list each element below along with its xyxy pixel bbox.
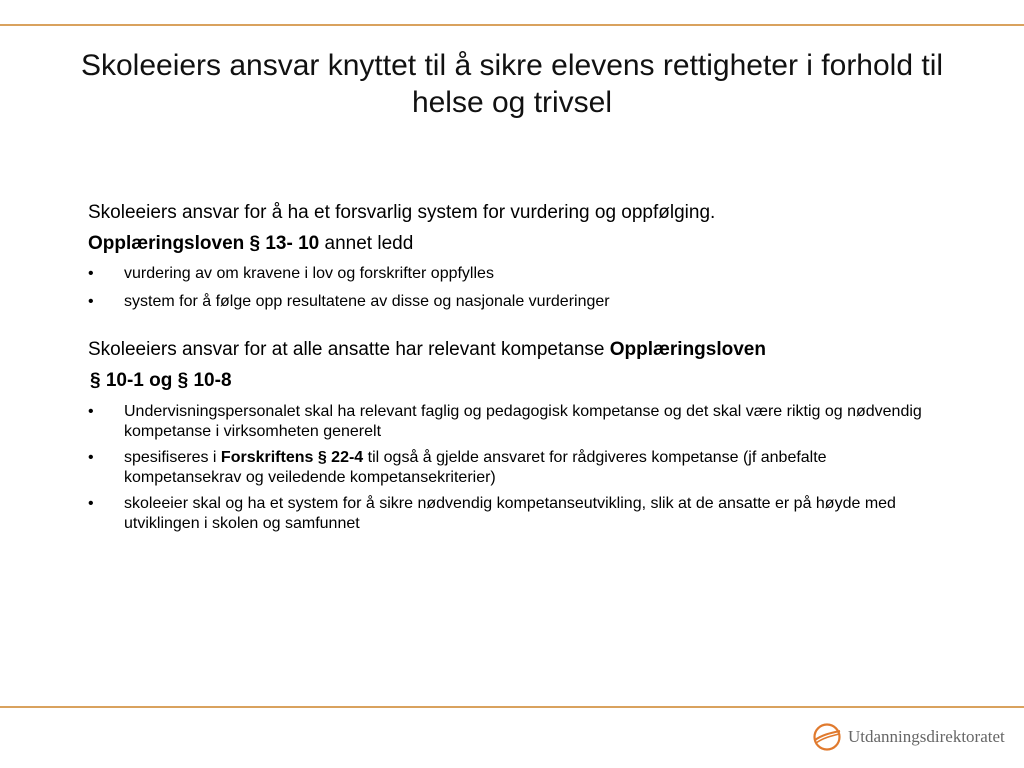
list-item-text: system for å følge opp resultatene av disse og nasjonale vurderinger bbox=[124, 293, 610, 310]
list-item bbox=[88, 402, 938, 442]
bullet-icon: • bbox=[88, 265, 94, 282]
section2-intro-bold: Opplæringsloven bbox=[609, 339, 766, 360]
section2-intro bbox=[88, 334, 938, 365]
law-reference-suffix: annet ledd bbox=[319, 233, 414, 254]
list-item bbox=[88, 448, 938, 488]
bullet-icon: • bbox=[88, 403, 94, 420]
bullet-icon: • bbox=[88, 495, 94, 512]
list-item-text-post: til også å gjelde ansvaret for rådgiveres kompetanse (jf anbefalte kompetansekrav og veiledende kompetansekriterier) bbox=[124, 449, 827, 486]
law-reference-bold: Opplæringsloven § 13- 10 bbox=[88, 233, 320, 254]
list-item bbox=[88, 494, 938, 534]
utdanningsdirektoratet-logo-icon bbox=[812, 722, 842, 752]
list-item-text-pre: spesifiseres i bbox=[124, 449, 221, 466]
list-item-text: Undervisningspersonalet skal ha relevant faglig og pedagogisk kompetanse og det skal være riktig og nødvendig kompetanse i virksomheten generelt bbox=[124, 403, 922, 440]
list-item-text: skoleeier skal og ha et system for å sikre nødvendig kompetanseutvikling, slik at de ansatte er på høyde med utviklingen i skolen og samfunnet bbox=[124, 495, 896, 532]
list-item bbox=[88, 264, 938, 284]
bottom-divider bbox=[0, 706, 1024, 708]
list-item bbox=[88, 292, 938, 312]
slide-title: Skoleeiers ansvar knyttet til å sikre elevens rettigheter i forhold til helse og trivsel bbox=[80, 49, 944, 119]
footer-logo bbox=[812, 718, 1005, 756]
top-divider bbox=[0, 24, 1024, 26]
section1-intro: Skoleeiers ansvar for å ha et forsvarlig system for vurdering og oppfølging. bbox=[88, 202, 716, 223]
bullet-icon: • bbox=[88, 293, 94, 310]
bullet-icon: • bbox=[88, 449, 94, 466]
section2-intro-text: Skoleeiers ansvar for at alle ansatte har relevant kompetanse bbox=[88, 339, 610, 360]
slide-body bbox=[88, 197, 938, 534]
section1-law-reference bbox=[88, 228, 938, 259]
section2-paragraphs: § 10-1 og § 10-8 bbox=[90, 370, 232, 391]
list-item-text bbox=[124, 449, 827, 486]
regulation-reference: Forskriftens § 22-4 bbox=[220, 449, 364, 466]
logo-text: Utdanningsdirektoratet bbox=[848, 727, 1005, 746]
list-item-text: vurdering av om kravene i lov og forskrifter oppfylles bbox=[124, 265, 494, 282]
